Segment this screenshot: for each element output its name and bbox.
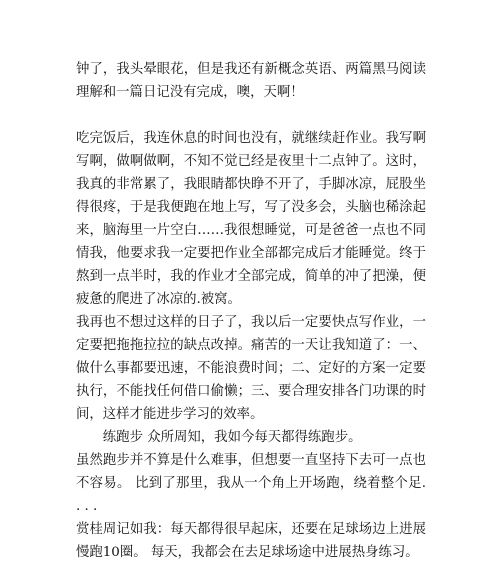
paragraph-4-running-intro: 练跑步 众所周知，我如今每天都得练跑步。 <box>102 430 362 445</box>
paragraph-1: 钟了，我头晕眼花，但是我还有新概念英语、两篇黑马阅读理解和一篇日记没有完成，噢，天啊！ <box>76 62 426 100</box>
paragraph-6: 赏桂周记如我：每天都得很早起床，还要在足球场边上进展慢跑10圈。 每天，我都会在去足球场途中进展热身练习。 <box>76 522 426 560</box>
paragraph-2: 吃完饭后，我连休息的时间也没有，就继续赶作业。我写啊写啊，做啊做啊，不知不觉已经是夜里十二点钟了。这时，我真的非常累了，我眼睛都快睁不开了，手脚冰凉，屁股坐得很疼，于是我便跑在地上写，写了没多会，头脑也稀涂起来，脑海里一片空白……我很想睡觉，可是爸爸一点也不同情我，他要求我一定要把作业全部都完成后才能睡觉。终于熬到一点半时，我的作业才全部完成，简单的冲了把澡，便疲惫的爬进了冰凉的.被窝。 <box>76 131 426 307</box>
paragraph-3: 我再也不想过这样的日子了，我以后一定要快点写作业，一定要把拖拖拉拉的缺点改掉。痛苦的一天让我知道了：一、做什么事都要迅速，不能浪费时间；二、定好的方案一定要执行，不能找任何借口偷懒；三、要合理安排各门功课的时间，这样才能进步学习的效率。 <box>76 315 426 422</box>
paragraph-5: 虽然跑步并不算是什么难事，但想要一直坚持下去可一点也不容易。 比到了那里，我从一个角上开场跑，绕着整个足. . . . <box>76 453 426 514</box>
